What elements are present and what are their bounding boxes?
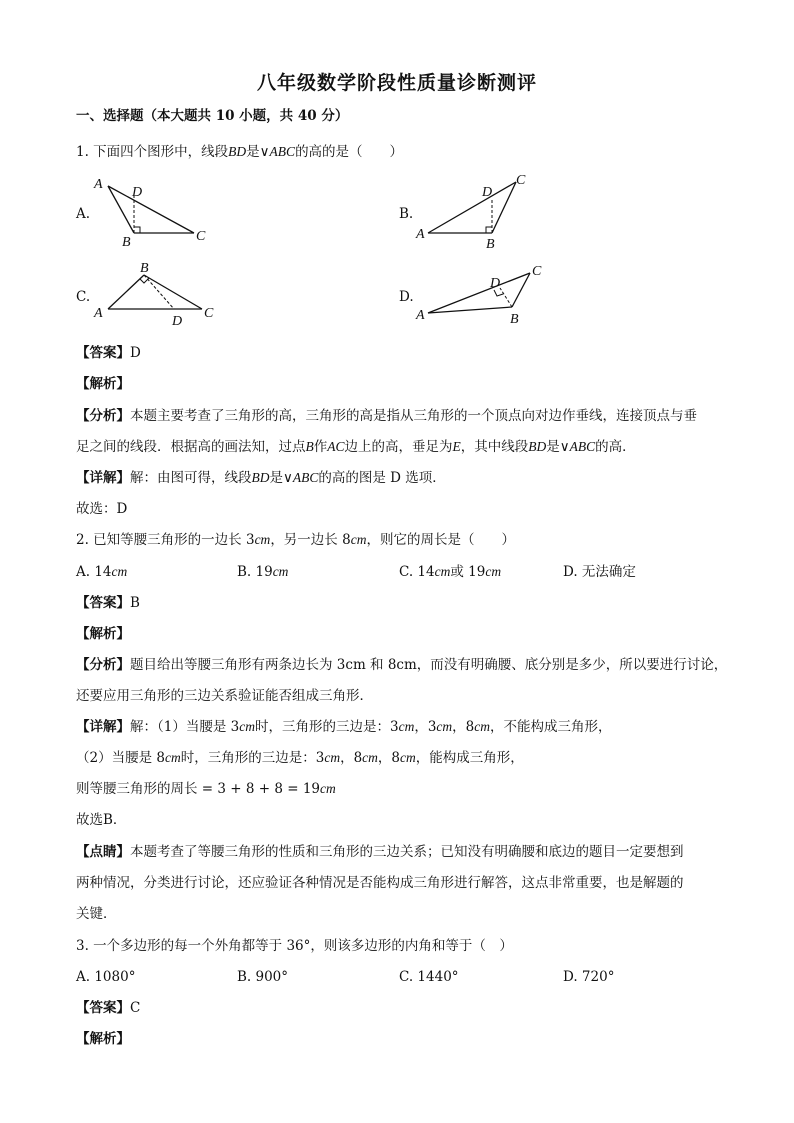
q1-choose: 故选：D [76,501,128,517]
option-a-label: A. [76,206,91,222]
fig-d-point-c: C [532,264,542,279]
option-b-label: B. [399,206,414,222]
fig-a-right-angle [134,227,140,233]
q1-fenxi-line1: 【分析】本题主要考查了三角形的高，三角形的高是指从三角形的一个顶点向对边作垂线，连接顶点与垂 [76,408,697,424]
question-1-stem: 1. 下面四个图形中，线段BD是∨ABC的高的是（ ） [76,144,404,160]
q1-fenxi-line2: 足之间的线段．根据高的画法知，过点B作AC边上的高，垂足为E，其中线段BD是∨ABC的高． [76,439,636,455]
figure-option-b [412,168,542,250]
fig-d-point-a: A [416,308,425,323]
q2-perimeter: 则等腰三角形的周长 = 3 + 8 + 8 = 19cm [76,781,336,797]
question-3-stem: 3. 一个多边形的每一个外角都等于 36°，则该多边形的内角和等于（ ） [76,938,513,954]
fig-c-bd [144,275,174,309]
fig-c-bc [144,275,202,309]
fig-d-point-d: D [490,276,501,291]
q3-analysis-tag: 【解析】 [76,1031,130,1047]
q2-case-2: （2）当腰是 8cm时，三角形的三边是：3cm，8cm，8cm，能构成三角形， [76,750,524,766]
q2-analysis-tag: 【解析】 [76,626,130,642]
q3-option-d: D. 720° [563,969,615,985]
fig-b-point-b: B [486,237,495,250]
option-d-label: D. [399,289,414,305]
figure-option-d [412,257,552,331]
fig-c-point-c: C [204,306,214,321]
q2-fenxi-line1: 【分析】题目给出等腰三角形有两条边长为 3cm 和 8cm，而没有明确腰、底分别是多少，所以要进行讨论， [76,657,728,673]
fig-d-bd [500,288,512,307]
q1-xiangjie: 【详解】解：由图可得，线段BD是∨ABC的高的图是 D 选项． [76,470,446,486]
figure-option-c [88,257,228,331]
fig-d-ac [428,273,530,313]
q1-analysis-tag: 【解析】 [76,376,130,392]
fig-b-right-angle [486,227,492,233]
figure-option-a [88,168,228,250]
option-c-label: C. [76,289,91,305]
q2-choose: 故选B． [76,812,127,828]
q2-dianjing-line3: 关键． [76,906,117,922]
fig-b-ac [428,182,516,233]
q2-case-1: 【详解】解：（1）当腰是 3cm时，三角形的三边是：3cm，3cm，8cm，不能构成三角形， [76,719,612,735]
q2-option-b: B. 19cm [237,564,289,580]
q2-option-a: A. 14cm [76,564,128,580]
fig-b-point-d: D [482,185,493,200]
page-title: 八年级数学阶段性质量诊断测评 [256,72,537,94]
fig-a-point-d: D [132,185,143,200]
question-2-stem: 2. 已知等腰三角形的一边长 3cm，另一边长 8cm，则它的周长是（ ） [76,532,515,548]
fig-c-point-b: B [140,261,149,276]
q2-option-c: C. 14cm或 19cm [399,564,502,580]
fig-b-point-a: A [416,227,425,242]
fig-d-point-b: B [510,312,519,327]
fig-a-point-c: C [196,229,206,244]
fig-a-point-a: A [94,177,103,192]
fig-c-right-angle [140,278,149,283]
fig-c-point-d: D [172,314,183,329]
q2-dianjing-line1: 【点睛】本题考查了等腰三角形的性质和三角形的三边关系；已知没有明确腰和底边的题目一定要想到 [76,844,684,860]
q1-answer: 【答案】D [76,345,141,361]
fig-c-point-a: A [94,306,103,321]
fig-b-point-c: C [516,173,526,188]
fig-a-point-b: B [122,235,131,250]
q3-option-b: B. 900° [237,969,289,985]
q2-dianjing-line2: 两种情况，分类进行讨论，还应验证各种情况是否能构成三角形进行解答，这点非常重要，也是解题的 [76,875,684,891]
fig-d-bc [512,273,530,307]
q3-option-c: C. 1440° [399,969,459,985]
q2-fenxi-line2: 还要应用三角形的三边关系验证能否组成三角形． [76,688,373,704]
q3-option-a: A. 1080° [76,969,136,985]
q3-answer: 【答案】C [76,1000,141,1016]
fig-c-ab [108,275,144,309]
q2-answer: 【答案】B [76,595,140,611]
q2-option-d: D. 无法确定 [563,564,636,580]
section-heading: 一、选择题（本大题共 10 小题，共 40 分） [76,108,349,124]
